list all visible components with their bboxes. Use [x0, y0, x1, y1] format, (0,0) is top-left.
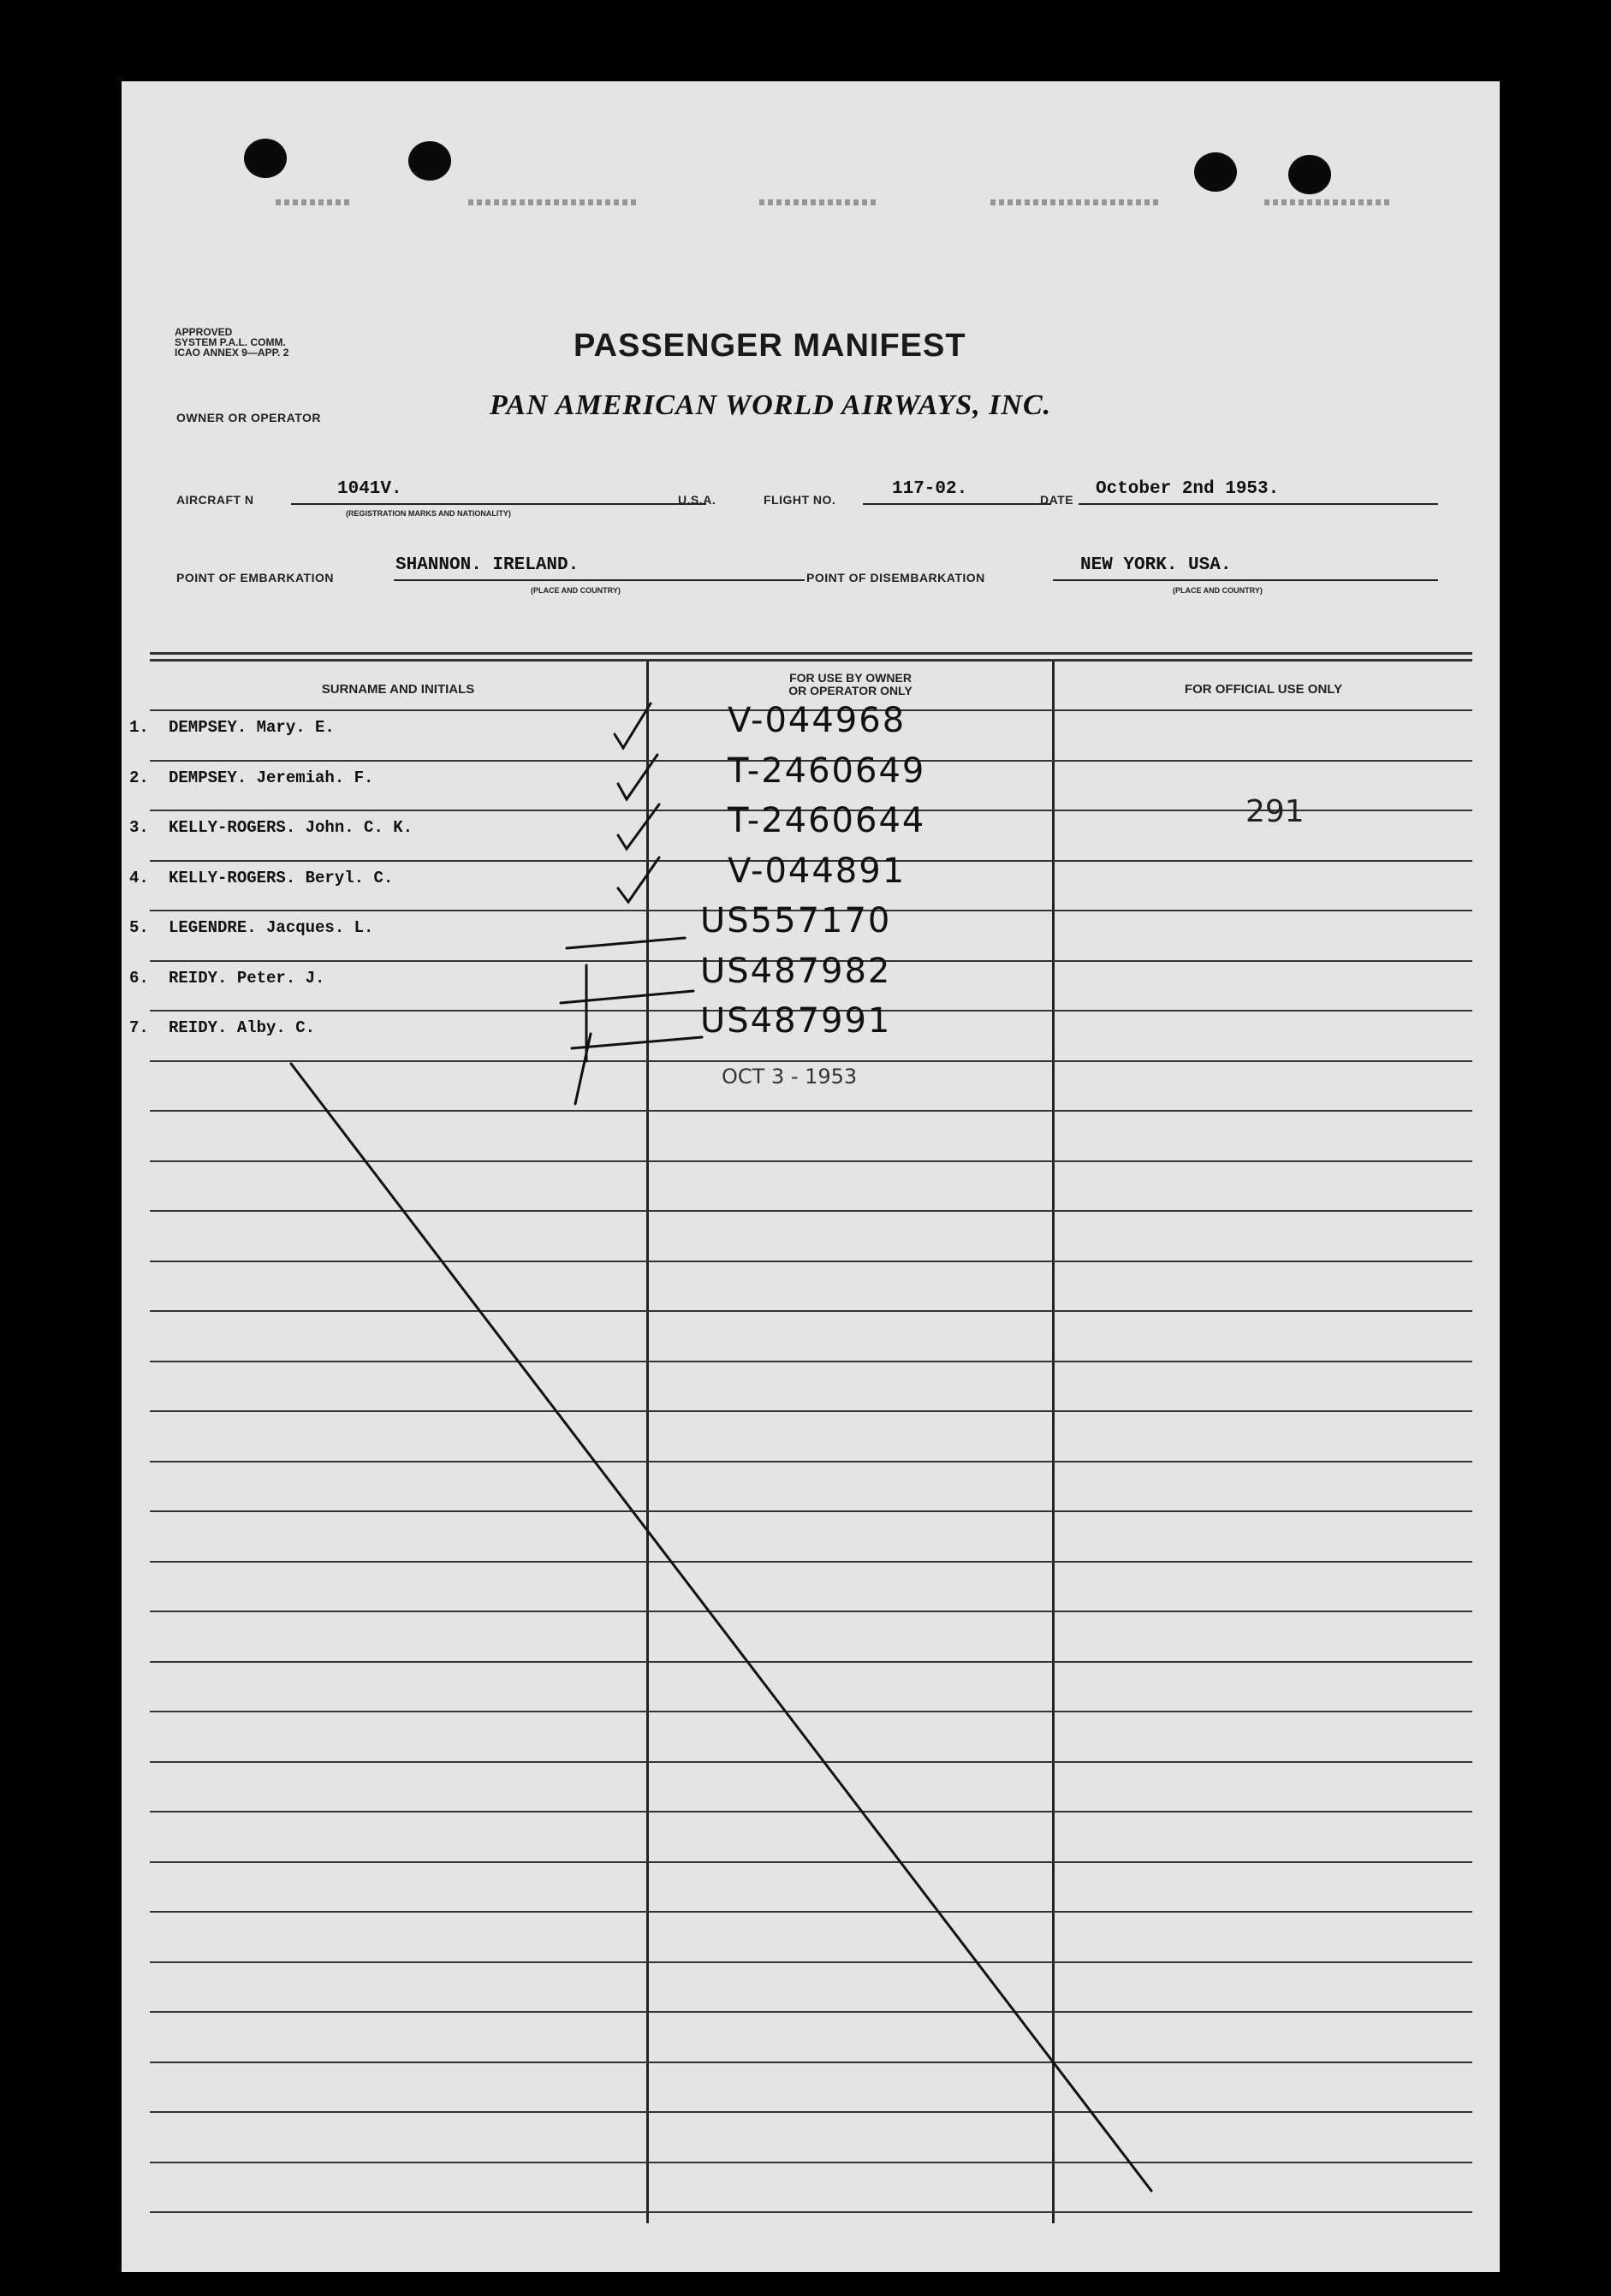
document-number: V-044968	[728, 701, 907, 740]
passenger-number: 4.	[129, 869, 149, 887]
aircraft-value: 1041V.	[337, 479, 402, 499]
document-number: US487991	[700, 1001, 892, 1041]
flight-value: 117-02.	[892, 479, 968, 499]
bracket-mark	[572, 1037, 702, 1048]
airline-name: PAN AMERICAN WORLD AIRWAYS, INC.	[490, 389, 1052, 421]
passenger-name: DEMPSEY. Jeremiah. F.	[169, 768, 374, 787]
owner-label: OWNER OR OPERATOR	[176, 411, 321, 424]
check-mark	[618, 804, 659, 849]
passenger-number: 2.	[129, 768, 149, 787]
passenger-number: 6.	[129, 969, 149, 988]
passenger-name: REIDY. Peter. J.	[169, 969, 325, 988]
owner-header-line: FOR USE BY OWNER	[789, 671, 912, 685]
embark-note: (PLACE AND COUNTRY)	[531, 586, 621, 595]
bracket-mark	[567, 938, 685, 948]
cancel-line	[291, 1064, 1151, 2191]
embark-value: SHANNON. IRELAND.	[395, 555, 580, 575]
passenger-name: DEMPSEY. Mary. E.	[169, 718, 335, 737]
owner-header-line: OR OPERATOR ONLY	[788, 684, 913, 697]
disembark-note: (PLACE AND COUNTRY)	[1173, 586, 1263, 595]
document-number: T-2460649	[728, 751, 926, 791]
passenger-number: 1.	[129, 718, 149, 737]
check-mark	[615, 703, 651, 748]
approval-line: SYSTEM P.A.L. COMM.	[175, 336, 286, 348]
document-number: T-2460644	[728, 801, 926, 840]
document-number: US487982	[700, 952, 892, 991]
disembark-label: POINT OF DISEMBARKATION	[806, 571, 985, 584]
flight-label: FLIGHT NO.	[764, 493, 836, 507]
date-label: DATE	[1040, 493, 1074, 507]
date-value: October 2nd 1953.	[1096, 479, 1280, 499]
passenger-name: LEGENDRE. Jacques. L.	[169, 918, 374, 937]
usa-label: U.S.A.	[678, 493, 716, 507]
registration-note: (REGISTRATION MARKS AND NATIONALITY)	[346, 509, 511, 518]
aircraft-label: AIRCRAFT N	[176, 493, 254, 507]
document-number: US557170	[700, 901, 892, 940]
passenger-number: 7.	[129, 1018, 149, 1037]
check-mark	[618, 755, 657, 799]
approval-line: ICAO ANNEX 9—APP. 2	[175, 347, 289, 359]
date-stamp: OCT 3 - 1953	[722, 1065, 858, 1089]
embark-label: POINT OF EMBARKATION	[176, 571, 334, 584]
passenger-name: KELLY-ROGERS. John. C. K.	[169, 818, 413, 837]
official-note: 291	[1245, 794, 1305, 829]
passenger-name: KELLY-ROGERS. Beryl. C.	[169, 869, 394, 887]
document-number: V-044891	[728, 851, 907, 891]
official-column-header: FOR OFFICIAL USE ONLY	[1184, 682, 1343, 697]
passenger-name: REIDY. Alby. C.	[169, 1018, 316, 1037]
bracket-mark	[561, 991, 693, 1003]
approval-line: APPROVED	[175, 326, 233, 338]
names-column-header: SURNAME AND INITIALS	[321, 682, 475, 697]
passenger-number: 5.	[129, 918, 149, 937]
disembark-value: NEW YORK. USA.	[1080, 555, 1232, 575]
passenger-number: 3.	[129, 818, 149, 837]
check-mark	[618, 857, 659, 902]
bracket-mark	[575, 1034, 591, 1104]
form-title: PASSENGER MANIFEST	[574, 328, 966, 364]
